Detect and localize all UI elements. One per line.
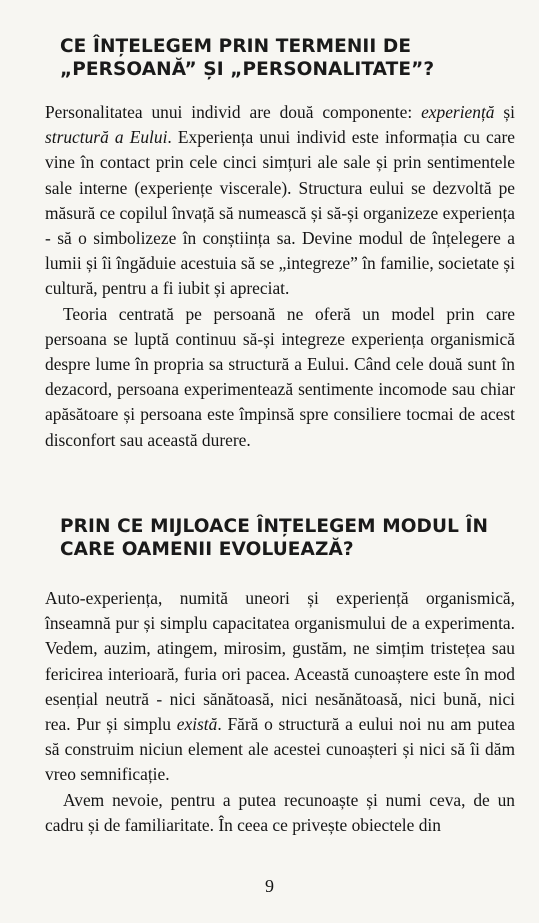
heading-line: CARE OAMENII EVOLUEAZĂ?: [60, 539, 354, 560]
italic-term: experiență: [421, 102, 495, 122]
text-run: Auto-experiența, numită uneori și experiență organismică, înseamnă pur și simplu capacitatea organismului de a experimenta. Vedem, auzim, atingem, mirosim, gustăm, ne simțim tristețea sau fericirea interioară, furia ori pacea. Această cunoaștere este în mod esențial neutră - nici sănătoasă, nici nesănătoasă, nici bună, nici rea. Pur și simplu: [45, 588, 515, 735]
heading-line: CE ÎNȚELEGEM PRIN TERMENII DE: [60, 36, 412, 57]
page-number: 9: [265, 876, 274, 896]
text-run: Personalitatea unui individ are două componente:: [45, 102, 422, 122]
heading-line: PRIN CE MIJLOACE ÎNȚELEGEM MODUL ÎN: [60, 516, 489, 537]
section-body-evolutie: [45, 586, 515, 838]
paragraph: Avem nevoie, pentru a putea recunoaște și numi ceva, de un cadru și de familiaritate. În ceea ce privește obiectele din: [45, 789, 515, 835]
paragraph: Teoria centrată pe persoană ne oferă un model prin care persoana se luptă continuu să-și integreze experiența organismică despre lume în propria sa structură a Eului. Când cele două sunt în dezacord, persoana experimentează sentimente incomode sau chiar apăsătoare și persoana este împinsă spre consiliere tocmai de acest disconfort sau această durere.: [45, 303, 515, 450]
section-body-persoana: [45, 100, 515, 453]
section-heading-evolutie: [60, 515, 500, 561]
paragraph: [45, 586, 515, 788]
text-run: și: [494, 102, 515, 122]
text-run: . Experiența unui individ este informația cu care vine în contact prin cele cinci simțuri ale sale și prin sentimentele sale interne (experiențe viscerale). Structura eului se dezvoltă pe măsură ce copilul învață să numească și să-și organizeze experiența - să o simbolizeze în conștiința sa. Devine modul de înțelegere a lumii și îi îngăduie acestuia să se „integreze” în familie, societate și cultură, pentru a fi iubit și apreciat.: [45, 127, 515, 299]
paragraph: [45, 100, 515, 302]
text-run: . Fără o structură a eului noi nu am putea să construim niciun element ale acestei cunoașteri și nici să îi dăm vreo semnificație.: [45, 714, 515, 785]
italic-term: există: [176, 714, 218, 735]
section-heading-persoana: [60, 35, 500, 81]
heading-line: „PERSOANĂ” ȘI „PERSONALITATE”?: [60, 59, 435, 80]
italic-term: structură a Eului: [45, 127, 168, 148]
